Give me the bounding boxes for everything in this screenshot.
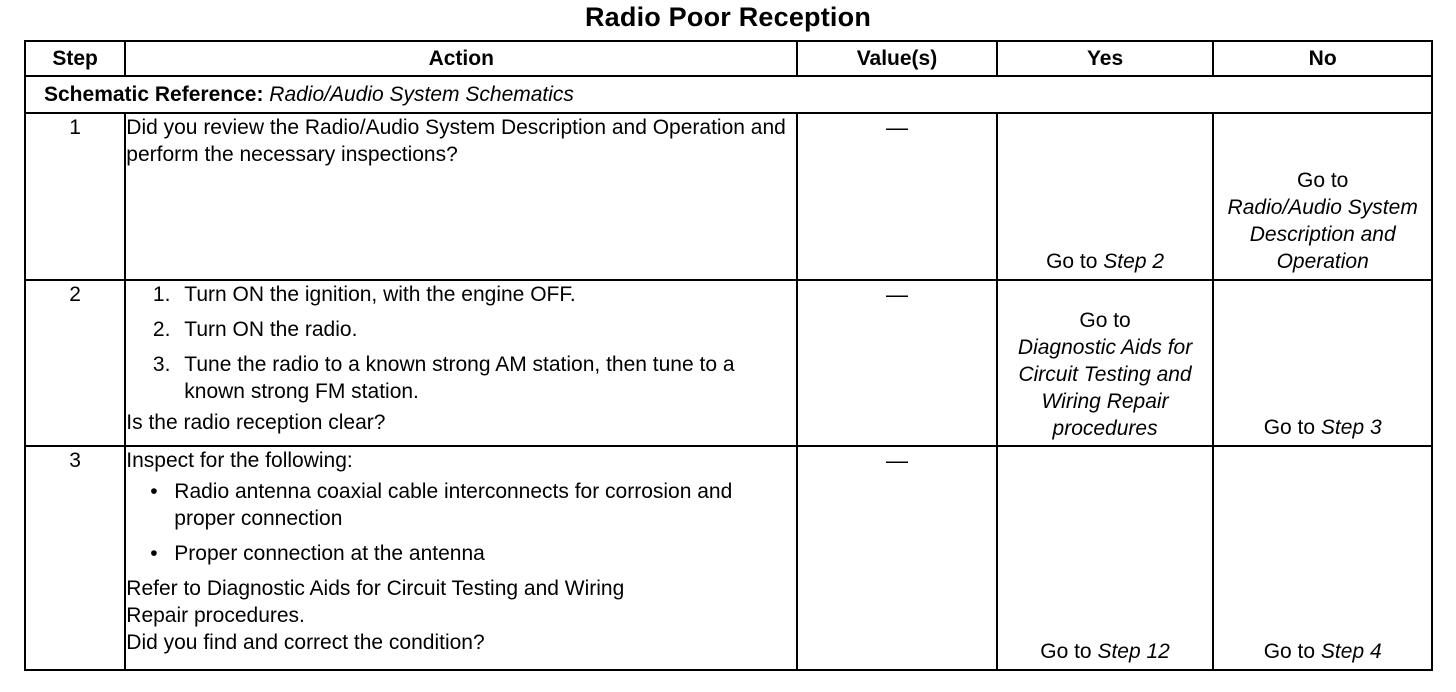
header-row [25, 41, 1432, 76]
yes-prefix: Go to [1040, 640, 1092, 663]
table-row [25, 280, 1432, 446]
yes-cell [997, 113, 1214, 280]
list-item: 1. Turn ON the ignition, with the engine OFF. [176, 281, 796, 308]
value-cell [797, 446, 997, 670]
yes-target-link[interactable]: Step 12 [1097, 640, 1170, 663]
diagnostic-table [24, 40, 1433, 671]
list-item: 3. Tune the radio to a known strong AM station, then tune to a known strong FM station. [176, 351, 796, 405]
no-prefix: Go to [1296, 169, 1349, 192]
step-number: 2 [25, 280, 125, 446]
step-number: 3 [25, 446, 125, 670]
action-refer: Refer to Diagnostic Aids for Circuit Testing and Wiring Repair procedures. [126, 577, 625, 627]
value-text: — [885, 115, 908, 140]
page-title: Radio Poor Reception [584, 2, 872, 32]
action-steps-list [126, 281, 796, 405]
action-bullet-list [126, 478, 796, 567]
no-target-link[interactable]: Step 3 [1320, 416, 1382, 439]
action-cell [125, 446, 797, 670]
no-cell [1213, 113, 1432, 280]
value-cell [797, 113, 997, 280]
action-cell [125, 113, 797, 280]
header-no: No [1213, 41, 1432, 76]
value-text: — [885, 282, 908, 307]
schematic-reference [25, 76, 1432, 113]
no-target-link[interactable]: Step 4 [1320, 640, 1382, 663]
step-number: 1 [25, 113, 125, 280]
action-cell [125, 280, 797, 446]
yes-target-link[interactable]: Step 2 [1103, 250, 1165, 273]
value-cell [797, 280, 997, 446]
value-text: — [885, 448, 908, 473]
action-text: Did you review the Radio/Audio System Description and Operation and perform the necessary inspections? [126, 116, 786, 166]
no-cell [1213, 446, 1432, 670]
header-step: Step [25, 41, 125, 76]
table-row [25, 446, 1432, 670]
schematic-ref: Radio/Audio System Schematics [269, 83, 574, 106]
list-item: • Proper connection at the antenna [170, 540, 796, 567]
no-prefix: Go to [1263, 416, 1316, 439]
action-question: Is the radio reception clear? [126, 411, 386, 434]
no-cell [1213, 280, 1432, 446]
action-intro: Inspect for the following: [126, 449, 353, 472]
yes-cell [997, 280, 1214, 446]
yes-target-link[interactable]: Diagnostic Aids for Circuit Testing and Wiring Repair procedures [1017, 336, 1193, 440]
yes-prefix: Go to [1046, 250, 1098, 273]
action-question: Did you find and correct the condition? [126, 631, 485, 654]
schematic-row [25, 76, 1432, 113]
header-yes: Yes [997, 41, 1214, 76]
no-prefix: Go to [1263, 640, 1316, 663]
yes-prefix: Go to [1079, 309, 1131, 332]
list-item: • Radio antenna coaxial cable interconnects for corrosion and proper connection [170, 478, 796, 532]
yes-cell [997, 446, 1214, 670]
list-item: 2. Turn ON the radio. [176, 316, 796, 343]
header-action: Action [125, 41, 797, 76]
schematic-label: Schematic Reference: [44, 83, 264, 106]
no-target-link[interactable]: Radio/Audio System Description and Operation [1227, 196, 1418, 273]
header-values: Value(s) [797, 41, 997, 76]
table-row [25, 113, 1432, 280]
